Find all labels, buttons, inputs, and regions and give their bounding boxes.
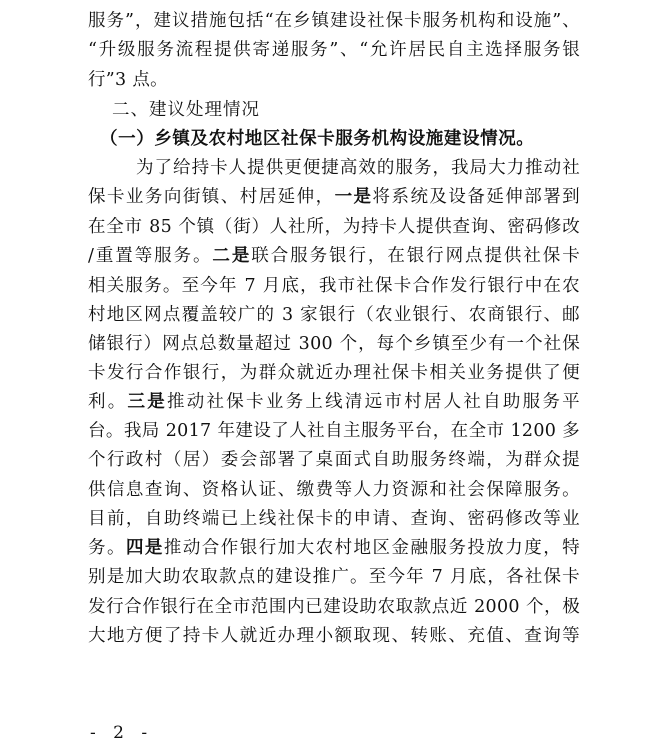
paragraph-line — [88, 506, 580, 532]
paragraph-line — [88, 360, 580, 386]
bold-phrase: 一是 — [334, 187, 373, 207]
paragraph-line — [88, 8, 580, 34]
paragraph-line — [88, 302, 580, 328]
text-run: /重置等服务。 — [88, 246, 213, 266]
text-run: 将系统及设备延伸部署到 — [372, 187, 580, 207]
text-run: 个行政村（居）委会部署了桌面式自助服务终端，为群众提 — [88, 450, 580, 470]
text-run: 服务”，建议措施包括“在乡镇建设社保卡服务机构和设施”、 — [88, 11, 580, 31]
paragraph-line — [88, 564, 580, 590]
paragraph-line — [88, 37, 580, 63]
text-run: 台。我局 2017 年建设了人社自主服务平台，在全市 1200 多 — [88, 421, 580, 441]
paragraph-line — [88, 477, 580, 503]
text-run: 发行合作银行在全市范围内已建设助农取款点近 2000 个，极 — [88, 597, 580, 617]
text-run: 供信息查询、资格认证、缴费等人力资源和社会保障服务。 — [88, 480, 580, 500]
text-run: 保卡业务向街镇、村居延伸， — [88, 187, 335, 207]
text-run: 别是加大助农取款点的建设推广。至今年 7 月底，各社保卡 — [88, 567, 580, 587]
text-run: 村地区网点覆盖较广的 3 家银行（农业银行、农商银行、邮 — [88, 305, 580, 325]
paragraph-line — [88, 184, 580, 210]
text-run: 二、建议处理情况 — [112, 100, 260, 120]
paragraph-line — [88, 67, 580, 93]
text-run: 推动社保卡业务上线清远市村居人社自助服务平 — [167, 392, 580, 412]
page-number: - 2 - — [90, 723, 154, 743]
text-run: 利。 — [88, 392, 128, 412]
text-run: “升级服务流程提供寄递服务”、“允许居民自主选择服务银 — [88, 40, 580, 60]
text-run: 卡发行合作银行，为群众就近办理社保卡相关业务提供了便 — [88, 363, 580, 383]
text-run: 联合服务银行，在银行网点提供社保卡 — [251, 246, 580, 266]
bold-phrase: 四是 — [125, 538, 164, 558]
paragraph-line — [88, 623, 580, 649]
heading-line — [112, 97, 580, 123]
bold-phrase: 二是 — [212, 246, 252, 266]
text-run: 相关服务。至今年 7 月底，我市社保卡合作发行银行中在农 — [88, 276, 580, 296]
text-run: 行”3 点。 — [88, 70, 168, 90]
text-run: 储银行）网点总数量超过 300 个，每个乡镇至少有一个社保 — [88, 334, 580, 354]
paragraph-line — [88, 594, 580, 620]
paragraph-line — [88, 331, 580, 357]
paragraph-line — [88, 214, 580, 240]
text-run: 在全市 85 个镇（街）人社所，为持卡人提供查询、密码修改 — [88, 217, 580, 237]
paragraph-line — [88, 389, 580, 415]
subheading-line — [100, 126, 580, 152]
paragraph-line — [136, 155, 580, 181]
paragraph-line — [88, 243, 580, 269]
text-run: 务。 — [88, 538, 126, 558]
text-run: 推动合作银行加大农村地区金融服务投放力度，特 — [163, 538, 580, 558]
paragraph-line — [88, 273, 580, 299]
text-run: 为了给持卡人提供更便捷高效的服务，我局大力推动社 — [136, 158, 580, 178]
paragraph-line — [88, 418, 580, 444]
paragraph-line — [88, 535, 580, 561]
bold-phrase: （一）乡镇及农村地区社保卡服务机构设施建设情况。 — [100, 129, 535, 149]
paragraph-line — [88, 447, 580, 473]
text-run: 目前，自助终端已上线社保卡的申请、查询、密码修改等业 — [88, 509, 580, 529]
text-run: 大地方便了持卡人就近办理小额取现、转账、充值、查询等 — [88, 626, 580, 646]
bold-phrase: 三是 — [127, 392, 168, 412]
